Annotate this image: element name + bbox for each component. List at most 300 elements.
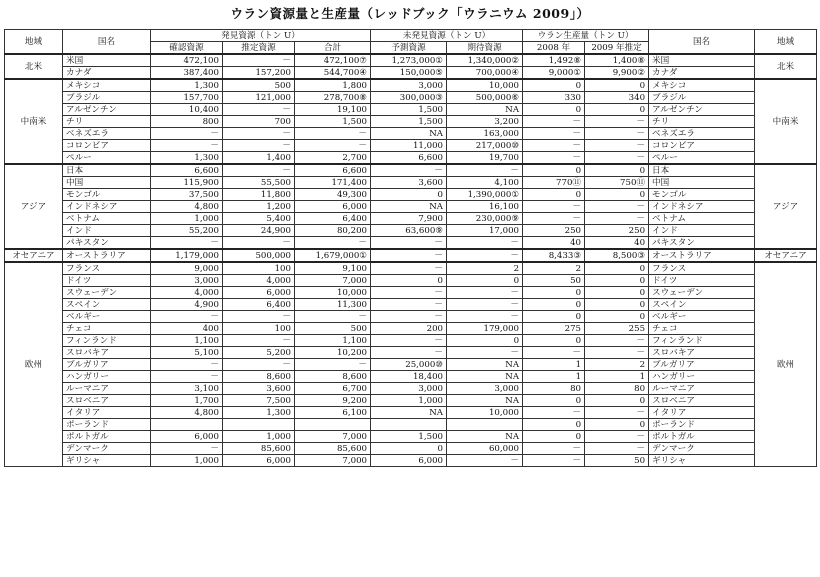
- prognosticated-cell: 3,600: [371, 177, 447, 189]
- region-cell: オセアニア: [5, 249, 63, 262]
- table-row: [5, 201, 817, 213]
- speculative-cell: 163,000: [447, 128, 523, 140]
- prognosticated-cell: 6,600: [371, 152, 447, 165]
- production-2009-cell: 1: [585, 371, 649, 383]
- production-2008-cell: －: [523, 407, 585, 419]
- country-cell: フランス: [63, 262, 151, 275]
- table-row: [5, 359, 817, 371]
- production-2008-cell: 250: [523, 225, 585, 237]
- region-cell-right: オセアニア: [755, 249, 817, 262]
- prognosticated-cell: NA: [371, 128, 447, 140]
- country-cell: ベルギー: [63, 311, 151, 323]
- total-cell: 500: [295, 323, 371, 335]
- production-2008-cell: －: [523, 347, 585, 359]
- speculative-cell: 3,200: [447, 116, 523, 128]
- production-2009-cell: 1,400⑧: [585, 54, 649, 67]
- inferred-cell: －: [223, 54, 295, 67]
- reasonably-assured-cell: －: [151, 128, 223, 140]
- reasonably-assured-cell: 5,100: [151, 347, 223, 359]
- reasonably-assured-cell: －: [151, 371, 223, 383]
- prognosticated-cell: 1,273,000①: [371, 54, 447, 67]
- reasonably-assured-cell: 3,000: [151, 275, 223, 287]
- production-2009-cell: －: [585, 152, 649, 165]
- table-row: [5, 249, 817, 262]
- country-cell: パキスタン: [63, 237, 151, 250]
- country-right-cell: モンゴル: [649, 189, 755, 201]
- prognosticated-cell: 11,000: [371, 140, 447, 152]
- production-2009-cell: 0: [585, 275, 649, 287]
- country-cell: オーストラリア: [63, 249, 151, 262]
- production-2008-cell: 0: [523, 189, 585, 201]
- total-cell: 544,700④: [295, 67, 371, 80]
- country-cell: チリ: [63, 116, 151, 128]
- header-total: 合計: [295, 42, 371, 55]
- total-cell: 19,100: [295, 104, 371, 116]
- inferred-cell: 5,200: [223, 347, 295, 359]
- prognosticated-cell: －: [371, 299, 447, 311]
- country-right-cell: ルーマニア: [649, 383, 755, 395]
- production-2009-cell: 40: [585, 237, 649, 250]
- country-cell: ルーマニア: [63, 383, 151, 395]
- region-cell: 欧州: [5, 262, 63, 467]
- reasonably-assured-cell: 4,900: [151, 299, 223, 311]
- production-2009-cell: －: [585, 201, 649, 213]
- production-2008-cell: 770⑪: [523, 177, 585, 189]
- prognosticated-cell: NA: [371, 407, 447, 419]
- reasonably-assured-cell: 1,179,000: [151, 249, 223, 262]
- prognosticated-cell: 1,500: [371, 431, 447, 443]
- table-row: [5, 443, 817, 455]
- region-cell: 中南米: [5, 79, 63, 164]
- production-2009-cell: －: [585, 407, 649, 419]
- country-cell: ポルトガル: [63, 431, 151, 443]
- production-2009-cell: 0: [585, 189, 649, 201]
- country-cell: ギリシャ: [63, 455, 151, 467]
- country-cell: チェコ: [63, 323, 151, 335]
- speculative-cell: 179,000: [447, 323, 523, 335]
- reasonably-assured-cell: 157,700: [151, 92, 223, 104]
- production-2009-cell: 50: [585, 455, 649, 467]
- reasonably-assured-cell: 6,600: [151, 164, 223, 177]
- inferred-cell: [223, 419, 295, 431]
- total-cell: 1,679,000①: [295, 249, 371, 262]
- prognosticated-cell: 6,000: [371, 455, 447, 467]
- production-2008-cell: 0: [523, 164, 585, 177]
- prognosticated-cell: [371, 419, 447, 431]
- header-row-1: [5, 30, 817, 42]
- prognosticated-cell: 150,000⑤: [371, 67, 447, 80]
- table-row: [5, 455, 817, 467]
- inferred-cell: 85,600: [223, 443, 295, 455]
- total-cell: 1,800: [295, 79, 371, 92]
- country-cell: フィンランド: [63, 335, 151, 347]
- speculative-cell: 230,000⑨: [447, 213, 523, 225]
- country-right-cell: メキシコ: [649, 79, 755, 92]
- prognosticated-cell: －: [371, 287, 447, 299]
- table-row: [5, 213, 817, 225]
- speculative-cell: 0: [447, 275, 523, 287]
- header-inferred: 推定資源: [223, 42, 295, 55]
- table-row: [5, 287, 817, 299]
- table-row: [5, 407, 817, 419]
- inferred-cell: 8,600: [223, 371, 295, 383]
- table-row: [5, 383, 817, 395]
- table-row: [5, 92, 817, 104]
- table-row: [5, 275, 817, 287]
- table-row: [5, 371, 817, 383]
- production-2009-cell: 250: [585, 225, 649, 237]
- speculative-cell: NA: [447, 104, 523, 116]
- inferred-cell: 100: [223, 323, 295, 335]
- inferred-cell: 55,500: [223, 177, 295, 189]
- inferred-cell: 7,500: [223, 395, 295, 407]
- prognosticated-cell: NA: [371, 201, 447, 213]
- reasonably-assured-cell: 400: [151, 323, 223, 335]
- production-2008-cell: 9,000①: [523, 67, 585, 80]
- speculative-cell: 500,000⑥: [447, 92, 523, 104]
- total-cell: 6,000: [295, 201, 371, 213]
- speculative-cell: 10,000: [447, 407, 523, 419]
- table-row: [5, 164, 817, 177]
- region-cell-right: 欧州: [755, 262, 817, 467]
- production-2009-cell: －: [585, 140, 649, 152]
- table-row: [5, 79, 817, 92]
- inferred-cell: 6,000: [223, 455, 295, 467]
- country-cell: メキシコ: [63, 79, 151, 92]
- production-2008-cell: －: [523, 128, 585, 140]
- production-2009-cell: 80: [585, 383, 649, 395]
- reasonably-assured-cell: －: [151, 140, 223, 152]
- production-2009-cell: －: [585, 116, 649, 128]
- prognosticated-cell: 200: [371, 323, 447, 335]
- table-row: [5, 431, 817, 443]
- production-2009-cell: －: [585, 431, 649, 443]
- inferred-cell: 157,200: [223, 67, 295, 80]
- table-row: [5, 225, 817, 237]
- inferred-cell: 500,000: [223, 249, 295, 262]
- country-right-cell: スロバキア: [649, 347, 755, 359]
- country-right-cell: ペルー: [649, 152, 755, 165]
- prognosticated-cell: 7,900: [371, 213, 447, 225]
- production-2008-cell: －: [523, 213, 585, 225]
- production-2009-cell: 340: [585, 92, 649, 104]
- table-row: [5, 419, 817, 431]
- production-2008-cell: 80: [523, 383, 585, 395]
- country-right-cell: アルゼンチン: [649, 104, 755, 116]
- table-row: [5, 347, 817, 359]
- production-2009-cell: 750⑪: [585, 177, 649, 189]
- speculative-cell: 19,700: [447, 152, 523, 165]
- total-cell: －: [295, 311, 371, 323]
- reasonably-assured-cell: 115,900: [151, 177, 223, 189]
- total-cell: 7,000: [295, 275, 371, 287]
- speculative-cell: －: [447, 164, 523, 177]
- speculative-cell: 4,100: [447, 177, 523, 189]
- production-2009-cell: 0: [585, 419, 649, 431]
- prognosticated-cell: 0: [371, 189, 447, 201]
- production-2008-cell: 330: [523, 92, 585, 104]
- production-2008-cell: 275: [523, 323, 585, 335]
- production-2008-cell: 0: [523, 395, 585, 407]
- speculative-cell: 16,100: [447, 201, 523, 213]
- country-right-cell: 日本: [649, 164, 755, 177]
- total-cell: 11,300: [295, 299, 371, 311]
- country-cell: スロベニア: [63, 395, 151, 407]
- table-row: [5, 323, 817, 335]
- production-2009-cell: 2: [585, 359, 649, 371]
- table-row: [5, 104, 817, 116]
- production-2008-cell: －: [523, 455, 585, 467]
- table-row: [5, 67, 817, 80]
- production-2008-cell: 2: [523, 262, 585, 275]
- production-2009-cell: 9,900②: [585, 67, 649, 80]
- region-cell-right: 北米: [755, 54, 817, 79]
- inferred-cell: －: [223, 140, 295, 152]
- production-2008-cell: 1: [523, 371, 585, 383]
- country-cell: ブルガリア: [63, 359, 151, 371]
- region-cell-right: 中南米: [755, 79, 817, 164]
- table-row: [5, 395, 817, 407]
- table-row: [5, 189, 817, 201]
- speculative-cell: －: [447, 287, 523, 299]
- country-right-cell: 中国: [649, 177, 755, 189]
- production-2008-cell: 0: [523, 419, 585, 431]
- prognosticated-cell: 3,000: [371, 383, 447, 395]
- inferred-cell: 1,200: [223, 201, 295, 213]
- speculative-cell: －: [447, 347, 523, 359]
- reasonably-assured-cell: －: [151, 237, 223, 250]
- header-production-2009: 2009 年推定: [585, 42, 649, 55]
- country-right-cell: ベネズエラ: [649, 128, 755, 140]
- reasonably-assured-cell: －: [151, 311, 223, 323]
- inferred-cell: －: [223, 311, 295, 323]
- page-title: ウラン資源量と生産量（レッドブック「ウラニウム 2009」）: [230, 6, 590, 21]
- production-2008-cell: 1: [523, 359, 585, 371]
- production-2008-cell: －: [523, 140, 585, 152]
- header-country-right: 国名: [649, 30, 755, 55]
- production-2008-cell: 0: [523, 335, 585, 347]
- total-cell: [295, 419, 371, 431]
- prognosticated-cell: 1,500: [371, 104, 447, 116]
- speculative-cell: NA: [447, 431, 523, 443]
- speculative-cell: NA: [447, 395, 523, 407]
- country-cell: アルゼンチン: [63, 104, 151, 116]
- reasonably-assured-cell: －: [151, 443, 223, 455]
- country-right-cell: オーストラリア: [649, 249, 755, 262]
- prognosticated-cell: －: [371, 164, 447, 177]
- country-right-cell: ベルギー: [649, 311, 755, 323]
- table-row: [5, 335, 817, 347]
- prognosticated-cell: 1,500: [371, 116, 447, 128]
- country-right-cell: ハンガリー: [649, 371, 755, 383]
- speculative-cell: －: [447, 249, 523, 262]
- production-2009-cell: 0: [585, 104, 649, 116]
- total-cell: －: [295, 128, 371, 140]
- table-row: [5, 116, 817, 128]
- header-production-2008: 2008 年: [523, 42, 585, 55]
- speculative-cell: －: [447, 299, 523, 311]
- total-cell: 472,100⑦: [295, 54, 371, 67]
- total-cell: 49,300: [295, 189, 371, 201]
- table-row: [5, 299, 817, 311]
- country-right-cell: デンマーク: [649, 443, 755, 455]
- production-2008-cell: 0: [523, 79, 585, 92]
- speculative-cell: 3,000: [447, 383, 523, 395]
- reasonably-assured-cell: 9,000: [151, 262, 223, 275]
- table-row: [5, 237, 817, 250]
- country-right-cell: パキスタン: [649, 237, 755, 250]
- region-cell: 北米: [5, 54, 63, 79]
- production-2009-cell: 8,500③: [585, 249, 649, 262]
- country-right-cell: ブルガリア: [649, 359, 755, 371]
- production-2009-cell: 255: [585, 323, 649, 335]
- speculative-cell: NA: [447, 371, 523, 383]
- country-cell: スウェーデン: [63, 287, 151, 299]
- country-right-cell: イタリア: [649, 407, 755, 419]
- reasonably-assured-cell: 10,400: [151, 104, 223, 116]
- table-row: [5, 128, 817, 140]
- country-right-cell: ポーランド: [649, 419, 755, 431]
- reasonably-assured-cell: 4,800: [151, 201, 223, 213]
- header-speculative: 期待資源: [447, 42, 523, 55]
- total-cell: 9,200: [295, 395, 371, 407]
- country-right-cell: フィンランド: [649, 335, 755, 347]
- prognosticated-cell: 25,000⑩: [371, 359, 447, 371]
- table-row: [5, 311, 817, 323]
- region-cell-right: アジア: [755, 164, 817, 249]
- prognosticated-cell: －: [371, 237, 447, 250]
- reasonably-assured-cell: 800: [151, 116, 223, 128]
- country-cell: ブラジル: [63, 92, 151, 104]
- reasonably-assured-cell: 55,200: [151, 225, 223, 237]
- inferred-cell: －: [223, 164, 295, 177]
- production-2009-cell: －: [585, 128, 649, 140]
- header-prognosticated: 予測資源: [371, 42, 447, 55]
- country-cell: コロンビア: [63, 140, 151, 152]
- country-cell: ポーランド: [63, 419, 151, 431]
- country-right-cell: ブラジル: [649, 92, 755, 104]
- inferred-cell: 1,300: [223, 407, 295, 419]
- header-region-right: 地域: [755, 30, 817, 55]
- reasonably-assured-cell: 4,000: [151, 287, 223, 299]
- table-body: [5, 30, 817, 467]
- prognosticated-cell: 0: [371, 443, 447, 455]
- header-country: 国名: [63, 30, 151, 55]
- production-2008-cell: 0: [523, 104, 585, 116]
- country-right-cell: ギリシャ: [649, 455, 755, 467]
- inferred-cell: －: [223, 359, 295, 371]
- reasonably-assured-cell: 387,400: [151, 67, 223, 80]
- country-cell: モンゴル: [63, 189, 151, 201]
- reasonably-assured-cell: 4,800: [151, 407, 223, 419]
- country-cell: ハンガリー: [63, 371, 151, 383]
- total-cell: 8,600: [295, 371, 371, 383]
- speculative-cell: 60,000: [447, 443, 523, 455]
- production-2009-cell: 0: [585, 395, 649, 407]
- inferred-cell: －: [223, 128, 295, 140]
- country-right-cell: インドネシア: [649, 201, 755, 213]
- prognosticated-cell: 300,000③: [371, 92, 447, 104]
- speculative-cell: 700,000④: [447, 67, 523, 80]
- reasonably-assured-cell: 1,300: [151, 152, 223, 165]
- speculative-cell: [447, 419, 523, 431]
- reasonably-assured-cell: 1,100: [151, 335, 223, 347]
- production-2009-cell: －: [585, 347, 649, 359]
- inferred-cell: 700: [223, 116, 295, 128]
- country-cell: インドネシア: [63, 201, 151, 213]
- total-cell: 10,200: [295, 347, 371, 359]
- country-cell: イタリア: [63, 407, 151, 419]
- reasonably-assured-cell: 6,000: [151, 431, 223, 443]
- reasonably-assured-cell: 1,300: [151, 79, 223, 92]
- speculative-cell: 1,340,000②: [447, 54, 523, 67]
- total-cell: 9,100: [295, 262, 371, 275]
- inferred-cell: 500: [223, 79, 295, 92]
- country-cell: ベネズエラ: [63, 128, 151, 140]
- country-right-cell: 米国: [649, 54, 755, 67]
- speculative-cell: －: [447, 311, 523, 323]
- speculative-cell: NA: [447, 359, 523, 371]
- production-2008-cell: 0: [523, 311, 585, 323]
- total-cell: 171,400: [295, 177, 371, 189]
- inferred-cell: 24,900: [223, 225, 295, 237]
- reasonably-assured-cell: －: [151, 359, 223, 371]
- production-2008-cell: －: [523, 116, 585, 128]
- total-cell: －: [295, 237, 371, 250]
- country-cell: カナダ: [63, 67, 151, 80]
- production-2009-cell: 0: [585, 287, 649, 299]
- country-cell: 米国: [63, 54, 151, 67]
- table-row: [5, 54, 817, 67]
- country-right-cell: コロンビア: [649, 140, 755, 152]
- production-2008-cell: －: [523, 201, 585, 213]
- reasonably-assured-cell: 37,500: [151, 189, 223, 201]
- country-right-cell: ドイツ: [649, 275, 755, 287]
- prognosticated-cell: 0: [371, 275, 447, 287]
- total-cell: 6,600: [295, 164, 371, 177]
- production-2009-cell: －: [585, 213, 649, 225]
- country-cell: デンマーク: [63, 443, 151, 455]
- region-cell: アジア: [5, 164, 63, 249]
- header-production: ウラン生産量（トン U）: [523, 30, 649, 42]
- production-2009-cell: －: [585, 335, 649, 347]
- country-cell: 中国: [63, 177, 151, 189]
- table-row: [5, 262, 817, 275]
- production-2009-cell: －: [585, 443, 649, 455]
- prognosticated-cell: －: [371, 262, 447, 275]
- total-cell: 7,000: [295, 455, 371, 467]
- inferred-cell: 11,800: [223, 189, 295, 201]
- inferred-cell: 1,000: [223, 431, 295, 443]
- total-cell: －: [295, 359, 371, 371]
- inferred-cell: 6,000: [223, 287, 295, 299]
- total-cell: 6,700: [295, 383, 371, 395]
- uranium-resources-table: [4, 29, 817, 467]
- prognosticated-cell: －: [371, 347, 447, 359]
- total-cell: －: [295, 140, 371, 152]
- production-2009-cell: 0: [585, 262, 649, 275]
- production-2008-cell: －: [523, 152, 585, 165]
- total-cell: 7,000: [295, 431, 371, 443]
- total-cell: 6,100: [295, 407, 371, 419]
- production-2008-cell: 0: [523, 431, 585, 443]
- total-cell: 278,700⑧: [295, 92, 371, 104]
- table-row: [5, 152, 817, 165]
- inferred-cell: －: [223, 335, 295, 347]
- production-2008-cell: 40: [523, 237, 585, 250]
- speculative-cell: 17,000: [447, 225, 523, 237]
- production-2009-cell: 0: [585, 79, 649, 92]
